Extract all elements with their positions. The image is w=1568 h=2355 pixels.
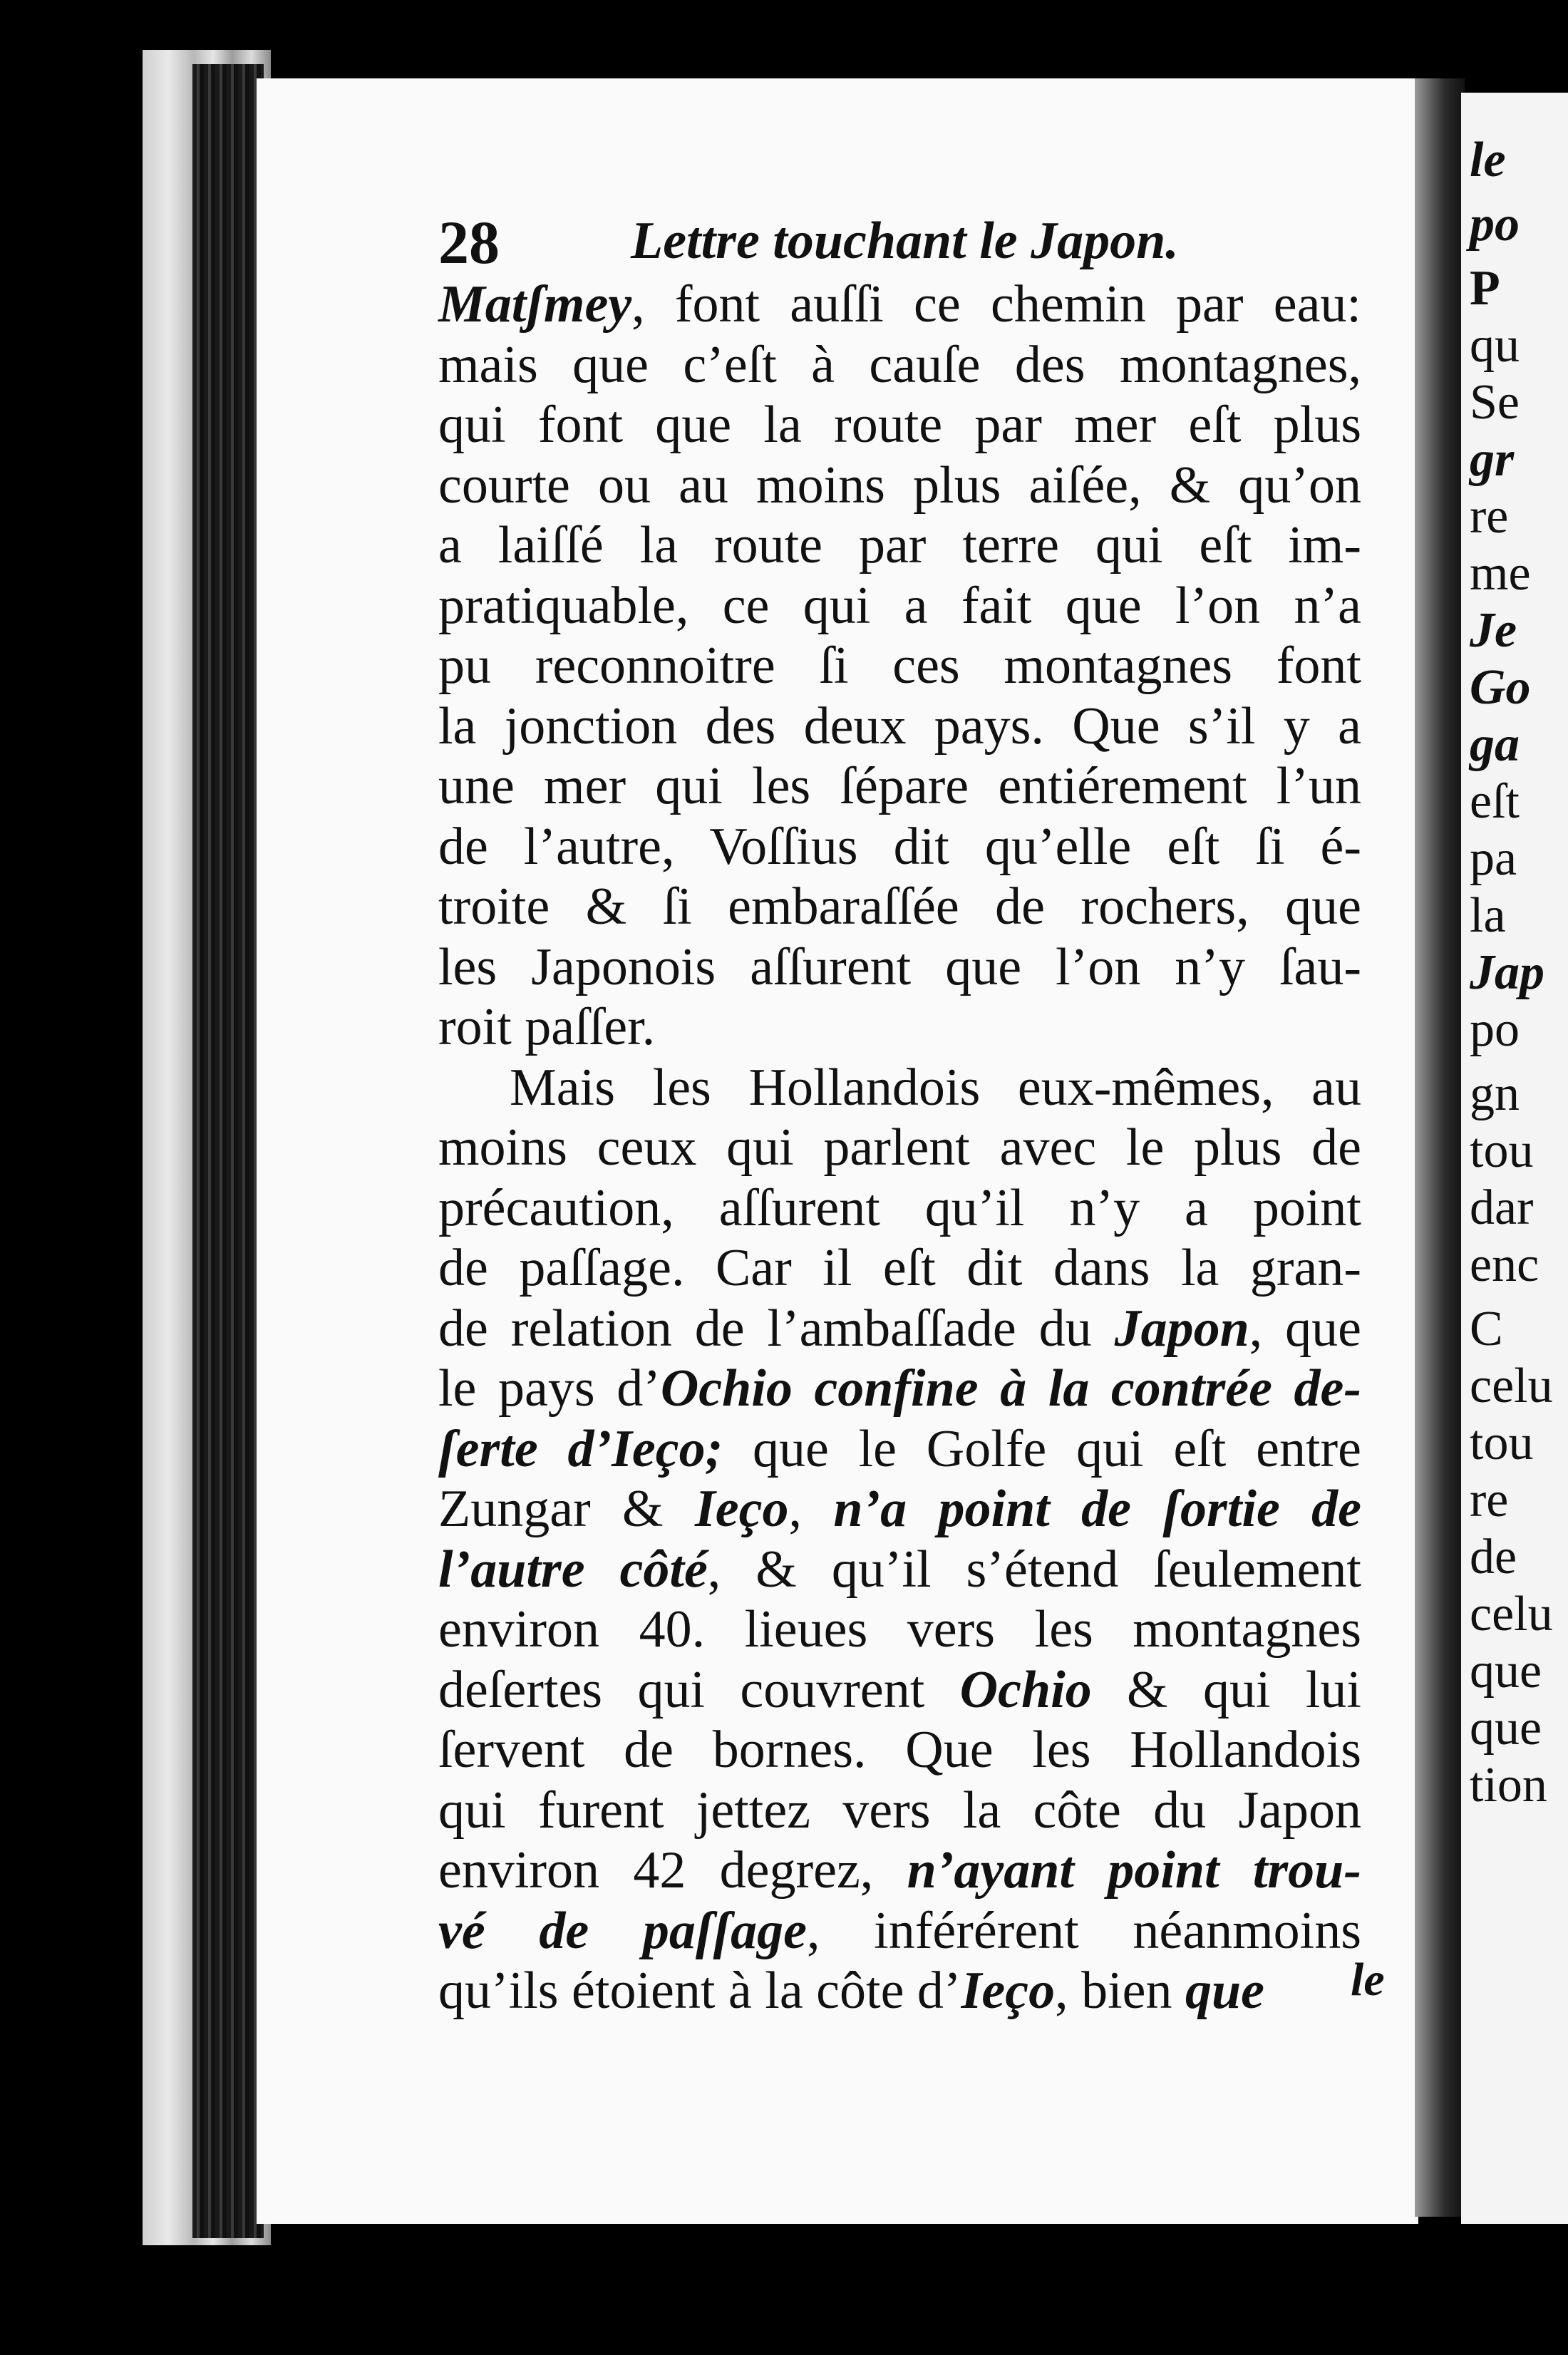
text-segment: pratiquable, ce qui a fait que l’on n’a (438, 576, 1361, 635)
next-page-fragment: P (1470, 261, 1500, 316)
page-number: 28 (438, 208, 500, 277)
italic-text-segment: Ochio confine à la contrée de- (660, 1359, 1361, 1418)
text-segment: Zungar & (438, 1480, 695, 1538)
text-segment: précaution, aſſurent qu’il n’y a point (438, 1178, 1361, 1237)
text-line (438, 1901, 1361, 1962)
next-page-fragment: Se (1470, 375, 1520, 430)
text-segment: pu reconnoitre ſi ces montagnes font (438, 637, 1361, 695)
catchword: le (1351, 1954, 1385, 2006)
text-line (438, 1540, 1361, 1600)
text-segment: courte ou au moins plus aiſée, & qu’on (438, 455, 1361, 515)
text-segment: environ 42 degrez, (438, 1841, 907, 1900)
text-segment: , bien (1055, 1962, 1185, 2020)
text-segment: ſervent de bornes. Que les Hollandois (438, 1721, 1361, 1779)
italic-text-segment: Ieço (961, 1962, 1056, 2020)
next-page-fragment: tou (1470, 1123, 1534, 1178)
italic-text-segment: Ieço (695, 1480, 789, 1538)
text-line (438, 1178, 1361, 1239)
text-segment: que le Golfe qui eſt entre (723, 1419, 1361, 1478)
next-page-fragment: que (1470, 1701, 1542, 1756)
italic-text-segment: l’autre côté (438, 1540, 708, 1599)
text-line (438, 515, 1361, 576)
text-segment: , & qu’il s’étend ſeulement (707, 1540, 1361, 1599)
italic-text-segment: Ochio (959, 1660, 1092, 1719)
text-line (438, 1299, 1361, 1359)
text-segment: & qui lui (1091, 1660, 1361, 1719)
text-line (438, 1840, 1361, 1901)
next-page-fragment: celu (1470, 1359, 1553, 1413)
text-segment: qui font que la route par mer eſt plus (438, 396, 1361, 454)
text-line (438, 997, 1361, 1058)
text-segment: la jonction des deux pays. Que s’il y a (438, 696, 1361, 756)
text-line (438, 696, 1361, 757)
text-line (438, 1781, 1361, 1841)
text-segment: , inférérent néanmoins (806, 1901, 1361, 1960)
text-segment: qui furent jettez vers la côte du Japon (438, 1781, 1361, 1840)
next-page-fragment: de (1470, 1530, 1517, 1584)
text-line (438, 1479, 1361, 1540)
text-line (438, 455, 1361, 516)
text-segment: deſertes qui couvrent (438, 1660, 960, 1719)
text-line (438, 1419, 1361, 1480)
text-line (438, 817, 1361, 877)
text-line (438, 1058, 1361, 1118)
text-segment: troite & ſi embaraſſée de rochers, que (438, 877, 1361, 936)
text-segment: mais que c’eſt à cauſe des montagnes, (438, 335, 1361, 394)
next-page-fragment: pa (1470, 831, 1517, 886)
text-segment: de relation de l’ambaſſade du (438, 1299, 1115, 1358)
text-segment: , font auſſi ce chemin par eau: (631, 275, 1361, 334)
italic-text-segment: Matʃmey (438, 275, 632, 334)
text-line (438, 937, 1361, 998)
next-page-fragment: la (1470, 888, 1506, 943)
next-page-fragment: re (1470, 489, 1509, 544)
next-page-fragment: po (1470, 197, 1520, 252)
text-line (438, 335, 1361, 396)
text-line (438, 1359, 1361, 1419)
text-line (438, 636, 1361, 696)
page-header (438, 207, 1365, 278)
text-segment: de l’autre, Voſſius dit qu’elle eſt ſi é- (438, 817, 1361, 876)
italic-text-segment: n’ayant point trou- (907, 1841, 1361, 1900)
italic-text-segment: Japon (1114, 1299, 1249, 1358)
next-page-fragment: tou (1470, 1416, 1534, 1470)
text-segment: a laiſſé la route par terre qui eſt im- (438, 516, 1361, 574)
text-segment: Mais les Hollandois eux-mêmes, au (510, 1058, 1361, 1117)
text-segment: , que (1249, 1299, 1361, 1358)
text-segment: de paſſage. Car il eſt dit dans la gran- (438, 1239, 1361, 1297)
text-line (438, 756, 1361, 817)
text-segment: moins ceux qui parlent avec le plus de (438, 1118, 1361, 1177)
text-line (438, 1720, 1361, 1781)
text-line (438, 1961, 1361, 2021)
text-segment: environ 40. lieues vers les montagnes (438, 1600, 1361, 1659)
text-line (438, 395, 1361, 455)
next-page-fragment: le (1470, 133, 1506, 187)
next-page-fragment: Go (1470, 660, 1531, 715)
text-segment: roit paſſer. (438, 998, 656, 1056)
next-page-fragment: Je (1470, 603, 1517, 658)
text-line (438, 1660, 1361, 1721)
next-page-fragment: tion (1470, 1758, 1547, 1813)
book-spine-shadow (192, 64, 264, 2238)
text-line (438, 274, 1361, 335)
running-title: Lettre touchant le Japon. (631, 212, 1179, 270)
next-page-fragment: dar (1470, 1180, 1534, 1235)
text-line (438, 1238, 1361, 1299)
text-line (438, 877, 1361, 937)
italic-text-segment: n’a point de ſortie de (833, 1480, 1362, 1538)
text-segment: qu’ils étoient à la côte d’ (438, 1962, 961, 2020)
italic-text-segment: ſerte d’Ieço; (438, 1419, 723, 1478)
italic-text-segment: que (1185, 1962, 1264, 2020)
text-line (438, 576, 1361, 637)
text-segment: une mer qui les ſépare entiérement l’un (438, 757, 1361, 815)
book-gutter (1415, 78, 1465, 2217)
text-segment: , (788, 1480, 834, 1538)
next-page-fragment: ga (1470, 717, 1520, 772)
body-text (438, 274, 1361, 2021)
next-page-fragment: gn (1470, 1066, 1520, 1121)
next-page-fragment: C (1470, 1302, 1503, 1356)
italic-text-segment: vé de paſſage (438, 1901, 807, 1960)
next-page-fragment: eſt (1470, 774, 1520, 829)
next-page-fragment: Jap (1470, 945, 1544, 1000)
next-page-fragment: gr (1470, 432, 1515, 487)
right-page-fragment (1461, 93, 1568, 2224)
text-line (438, 1118, 1361, 1178)
next-page-fragment: po (1470, 1002, 1520, 1057)
next-page-fragment: me (1470, 546, 1531, 601)
next-page-fragment: qu (1470, 318, 1520, 373)
text-segment: les Japonois aſſurent que l’on n’y ſau- (438, 937, 1361, 996)
next-page-fragment: que (1470, 1644, 1542, 1699)
next-page-fragment: celu (1470, 1587, 1553, 1642)
next-page-fragment: re (1470, 1473, 1509, 1527)
text-segment: le pays d’ (438, 1359, 661, 1418)
text-line (438, 1599, 1361, 1660)
next-page-fragment: enc (1470, 1237, 1539, 1292)
